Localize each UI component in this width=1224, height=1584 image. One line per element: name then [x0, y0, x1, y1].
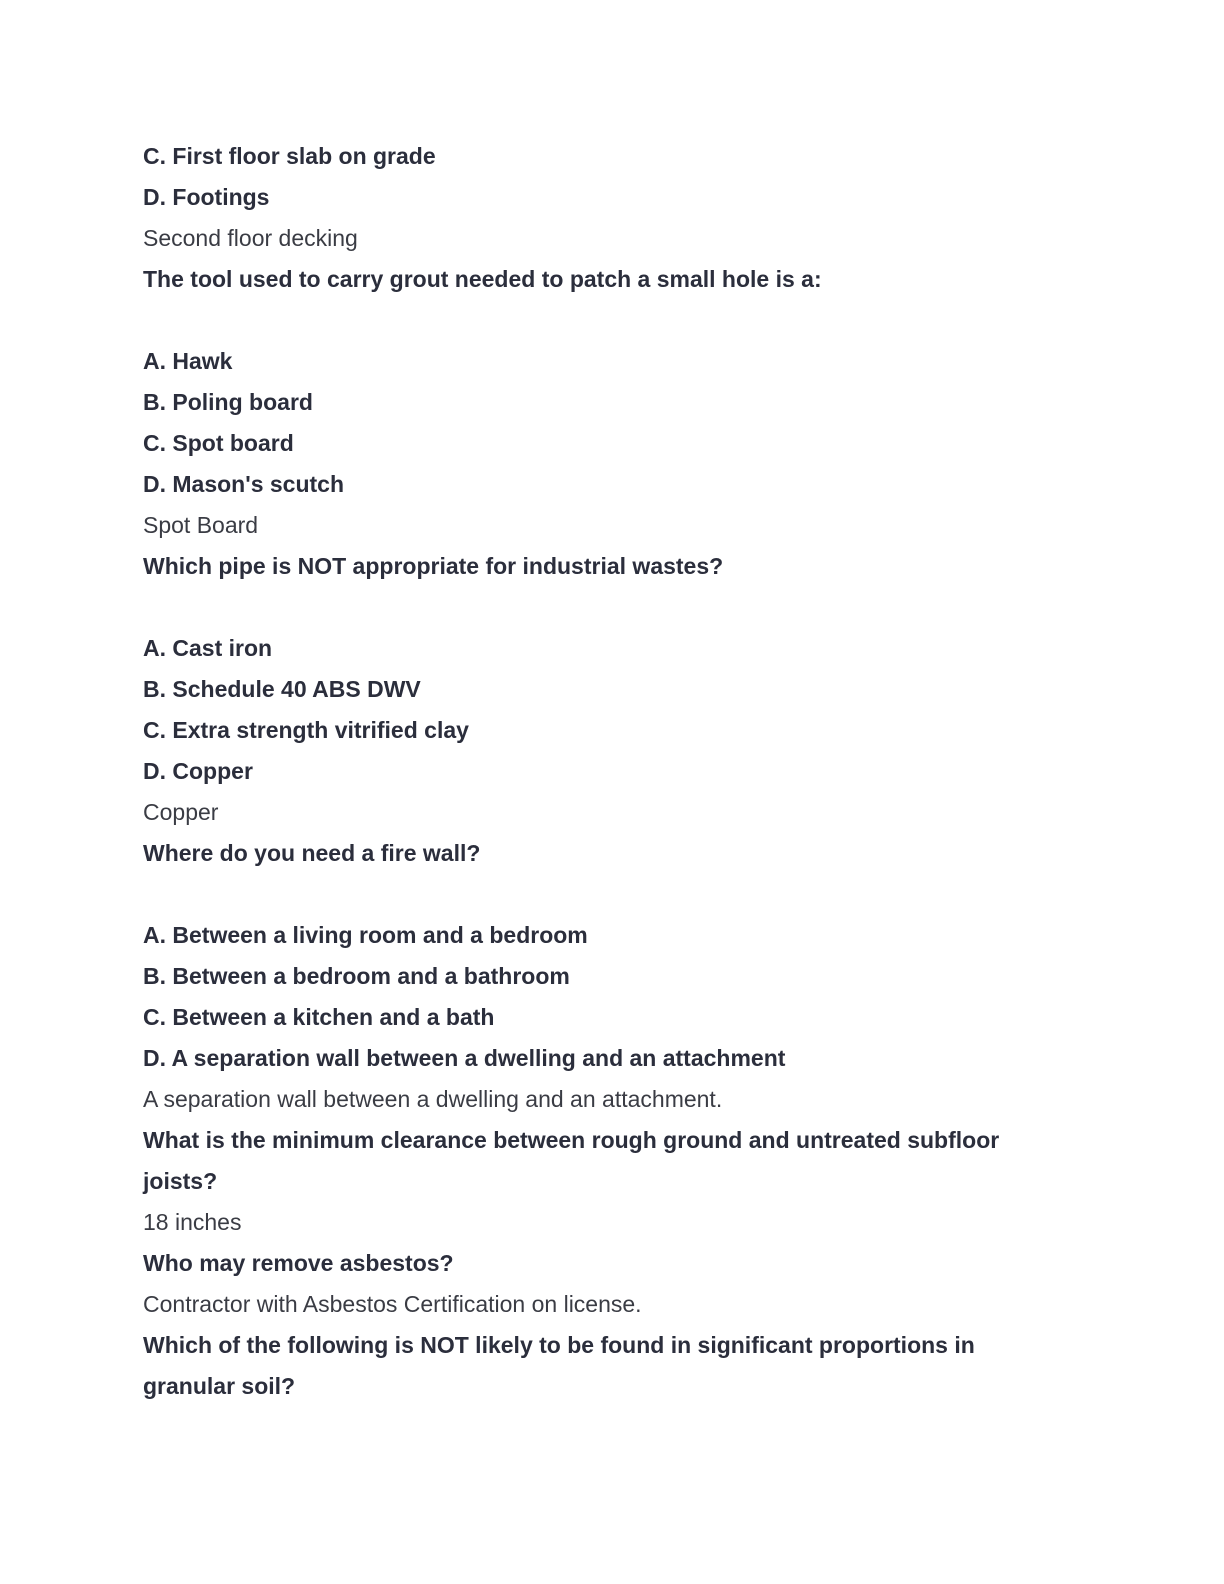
document-page — [143, 136, 1083, 1407]
question-line: Which pipe is NOT appropriate for industrial wastes? — [143, 553, 724, 579]
blank-line — [143, 874, 1083, 915]
question-line: joists? — [143, 1168, 218, 1194]
answer-line: Spot Board — [143, 512, 259, 538]
option-line: A. Hawk — [143, 348, 233, 374]
question-line: Where do you need a fire wall? — [143, 840, 481, 866]
option-line: B. Schedule 40 ABS DWV — [143, 676, 421, 702]
option-line: B. Poling board — [143, 389, 313, 415]
option-line: D. Copper — [143, 758, 253, 784]
option-line: A. Between a living room and a bedroom — [143, 922, 588, 948]
answer-line: Contractor with Asbestos Certification on license. — [143, 1291, 642, 1317]
question-line: Which of the following is NOT likely to be found in significant proportions in — [143, 1332, 975, 1358]
answer-line: 18 inches — [143, 1209, 242, 1235]
option-line: B. Between a bedroom and a bathroom — [143, 963, 570, 989]
answer-line: A separation wall between a dwelling and an attachment. — [143, 1086, 723, 1112]
answer-line: Copper — [143, 799, 219, 825]
question-line: Who may remove asbestos? — [143, 1250, 454, 1276]
blank-line — [143, 300, 1083, 341]
question-line: What is the minimum clearance between rough ground and untreated subfloor — [143, 1127, 1000, 1153]
blank-line — [143, 587, 1083, 628]
option-line: C. First floor slab on grade — [143, 143, 436, 169]
option-line: D. Mason's scutch — [143, 471, 345, 497]
answer-line: Second floor decking — [143, 225, 358, 251]
option-line: C. Spot board — [143, 430, 294, 456]
option-line: C. Between a kitchen and a bath — [143, 1004, 495, 1030]
question-line: The tool used to carry grout needed to patch a small hole is a: — [143, 266, 822, 292]
option-line: C. Extra strength vitrified clay — [143, 717, 469, 743]
option-line: D. A separation wall between a dwelling and an attachment — [143, 1045, 786, 1071]
option-line: D. Footings — [143, 184, 270, 210]
question-line: granular soil? — [143, 1373, 296, 1399]
option-line: A. Cast iron — [143, 635, 273, 661]
